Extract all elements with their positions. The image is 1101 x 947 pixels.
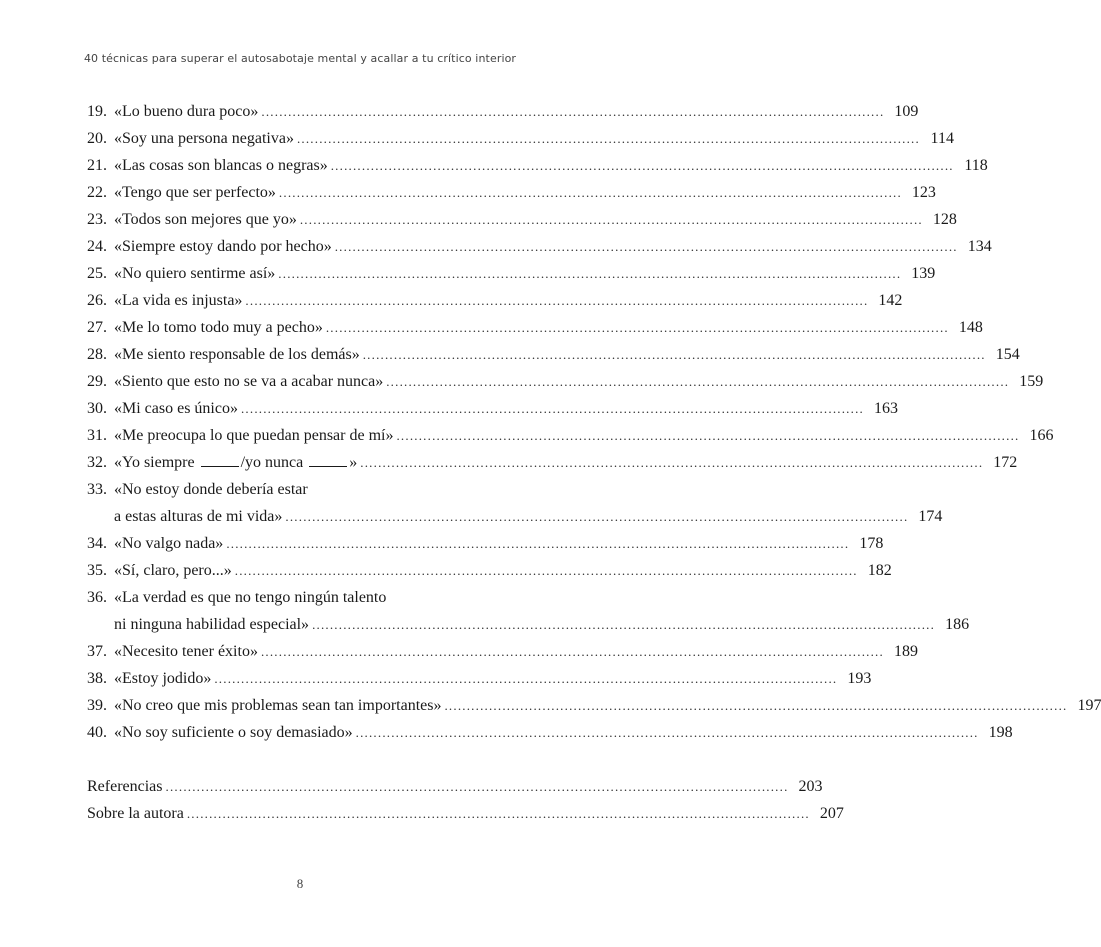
toc-entry-40 <box>87 719 1013 746</box>
toc-entry-page: 139 <box>911 265 936 282</box>
toc-entry-37 <box>87 638 918 665</box>
dot-leader: ............................................................................................................................................ <box>362 347 986 362</box>
dot-leader: ............................................................................................................................................ <box>245 293 869 308</box>
toc-entry-number: 32. <box>87 454 107 471</box>
dot-leader: ............................................................................................................................................ <box>234 563 858 578</box>
toc-entry-page: 172 <box>993 454 1018 471</box>
toc-entry-number: 22. <box>87 184 107 201</box>
toc-entry-number: 24. <box>87 238 107 255</box>
toc-entry-number: 19. <box>87 103 107 120</box>
dot-leader: ............................................................................................................................................ <box>312 617 936 632</box>
dot-leader: ............................................................................................................................................ <box>285 509 909 524</box>
toc-entry-24 <box>87 233 992 260</box>
toc-entry-title: «La vida es injusta» <box>114 292 243 309</box>
toc-entry-number: 35. <box>87 562 107 579</box>
toc-entry-number: 33. <box>87 481 107 498</box>
dot-leader: ............................................................................................................................................ <box>186 806 810 821</box>
toc-entry-number: 36. <box>87 589 107 606</box>
toc-entry-page: 118 <box>964 157 988 174</box>
toc-entry-page: 109 <box>894 103 919 120</box>
toc-entry-title-continuation: a estas alturas de mi vida» <box>114 508 283 525</box>
dot-leader: ............................................................................................................................................ <box>296 131 920 146</box>
page-number: 8 <box>296 876 304 891</box>
toc-entry-page: 159 <box>1019 373 1044 390</box>
toc-entry-title: «Tengo que ser perfecto» <box>114 184 276 201</box>
toc-entry-title: «Las cosas son blancas o negras» <box>114 157 328 174</box>
toc-entry-22 <box>87 179 936 206</box>
toc-entry-38 <box>87 665 872 692</box>
toc-entry-title: Sobre la autora <box>87 805 184 822</box>
toc-entry-33 <box>87 476 514 503</box>
section-spacer <box>87 746 514 773</box>
toc-entry-page: 114 <box>930 130 954 147</box>
toc-entry-21 <box>87 152 988 179</box>
fill-in-blank <box>309 452 347 467</box>
toc-entry-page: 154 <box>995 346 1020 363</box>
toc-entry-title: «Lo bueno dura poco» <box>114 103 259 120</box>
toc-entry-page: 193 <box>847 670 872 687</box>
toc-entry-page: 203 <box>798 778 823 795</box>
toc-entry-title: «Mi caso es único» <box>114 400 238 417</box>
toc-entry-page: 182 <box>867 562 892 579</box>
toc-entry-page: 207 <box>819 805 844 822</box>
toc-entry-23 <box>87 206 957 233</box>
toc-entry-number: 31. <box>87 427 107 444</box>
toc-entry-page: 123 <box>911 184 936 201</box>
toc-entry-26 <box>87 287 903 314</box>
toc-entry-title: «No estoy donde debería estar <box>114 481 308 498</box>
toc-entry-page: 128 <box>932 211 957 228</box>
dot-leader: ............................................................................................................................................ <box>278 185 902 200</box>
toc-entry-number: 34. <box>87 535 107 552</box>
toc-entry-title: «Estoy jodido» <box>114 670 212 687</box>
toc-entry-page: 198 <box>988 724 1013 741</box>
dot-leader: ............................................................................................................................................ <box>299 212 923 227</box>
toc-entry-39 <box>87 692 1101 719</box>
toc-entry-page: 186 <box>945 616 970 633</box>
dot-leader: ............................................................................................................................................ <box>396 428 1020 443</box>
toc-entry-36-continuation <box>87 611 970 638</box>
toc-entry-page: 166 <box>1029 427 1054 444</box>
toc-entry-number: 37. <box>87 643 107 660</box>
toc-entry-page: 197 <box>1077 697 1101 714</box>
toc-entry-title: «Soy una persona negativa» <box>114 130 294 147</box>
toc-entry-title: «Todos son mejores que yo» <box>114 211 297 228</box>
toc-entry-number: 30. <box>87 400 107 417</box>
running-header: 40 técnicas para superar el autosabotaje mental y acallar a tu crítico interior <box>83 52 517 65</box>
toc-entry-34 <box>87 530 884 557</box>
toc-entry-title: «No valgo nada» <box>114 535 224 552</box>
toc-entry-title: Referencias <box>87 778 163 795</box>
toc-entry-30 <box>87 395 898 422</box>
toc-entry-page: 134 <box>967 238 992 255</box>
toc-entry-number: 27. <box>87 319 107 336</box>
toc-entry-36 <box>87 584 514 611</box>
dot-leader: ............................................................................................................................................ <box>214 671 838 686</box>
table-of-contents <box>87 98 1101 827</box>
toc-entry-title: «La verdad es que no tengo ningún talento <box>114 589 387 606</box>
dot-leader: ............................................................................................................................................ <box>334 239 958 254</box>
toc-entry-19 <box>87 98 919 125</box>
dot-leader: ............................................................................................................................................ <box>261 104 885 119</box>
toc-entry-number: 39. <box>87 697 107 714</box>
toc-entry-title: «Me siento responsable de los demás» <box>114 346 360 363</box>
dot-leader: ............................................................................................................................................ <box>386 374 1010 389</box>
toc-entry-title-part: «Yo siempre <box>114 454 199 471</box>
toc-entry-title: «Me preocupa lo que puedan pensar de mí» <box>114 427 394 444</box>
toc-entry-page: 189 <box>893 643 918 660</box>
toc-entry-title: «Siento que esto no se va a acabar nunca» <box>114 373 384 390</box>
toc-entry-page: 163 <box>873 400 898 417</box>
toc-entry-number: 26. <box>87 292 107 309</box>
dot-leader: ............................................................................................................................................ <box>330 158 954 173</box>
toc-entry-27 <box>87 314 983 341</box>
toc-entry-number: 28. <box>87 346 107 363</box>
dot-leader: ............................................................................................................................................ <box>226 536 850 551</box>
toc-entry-referencias <box>87 773 823 800</box>
toc-entry-number: 25. <box>87 265 107 282</box>
dot-leader: ............................................................................................................................................ <box>325 320 949 335</box>
toc-entry-page: 178 <box>859 535 884 552</box>
toc-entry-number: 38. <box>87 670 107 687</box>
toc-entry-title <box>114 449 357 476</box>
toc-entry-number: 40. <box>87 724 107 741</box>
toc-entry-number: 21. <box>87 157 107 174</box>
toc-entry-number: 29. <box>87 373 107 390</box>
toc-entry-page: 142 <box>878 292 903 309</box>
toc-entry-title-part: » <box>349 454 358 471</box>
toc-entry-title: «Sí, claro, pero...» <box>114 562 232 579</box>
toc-entry-title: «Me lo tomo todo muy a pecho» <box>114 319 323 336</box>
toc-entry-29 <box>87 368 1044 395</box>
dot-leader: ............................................................................................................................................ <box>278 266 902 281</box>
toc-entry-28 <box>87 341 1020 368</box>
dot-leader: ............................................................................................................................................ <box>444 698 1068 713</box>
toc-entry-title-part: /yo nunca <box>240 454 308 471</box>
toc-entry-sobre-la-autora <box>87 800 844 827</box>
dot-leader: ............................................................................................................................................ <box>360 455 984 470</box>
dot-leader: ............................................................................................................................................ <box>165 779 789 794</box>
dot-leader: ............................................................................................................................................ <box>355 725 979 740</box>
toc-entry-page: 148 <box>958 319 983 336</box>
toc-entry-32 <box>87 449 1018 476</box>
toc-entry-35 <box>87 557 892 584</box>
toc-entry-number: 23. <box>87 211 107 228</box>
toc-entry-page: 174 <box>918 508 943 525</box>
toc-entry-title: «No quiero sentirme así» <box>114 265 276 282</box>
dot-leader: ............................................................................................................................................ <box>260 644 884 659</box>
toc-entry-title: «No soy suficiente o soy demasiado» <box>114 724 353 741</box>
toc-entry-title: «Siempre estoy dando por hecho» <box>114 238 332 255</box>
toc-entry-33-continuation <box>87 503 943 530</box>
toc-entry-31 <box>87 422 1054 449</box>
toc-entry-title-continuation: ni ninguna habilidad especial» <box>114 616 310 633</box>
fill-in-blank <box>201 452 239 467</box>
toc-entry-title: «No creo que mis problemas sean tan importantes» <box>114 697 442 714</box>
toc-entry-number: 20. <box>87 130 107 147</box>
dot-leader: ............................................................................................................................................ <box>240 401 864 416</box>
toc-entry-title: «Necesito tener éxito» <box>114 643 258 660</box>
toc-entry-20 <box>87 125 954 152</box>
toc-entry-25 <box>87 260 936 287</box>
